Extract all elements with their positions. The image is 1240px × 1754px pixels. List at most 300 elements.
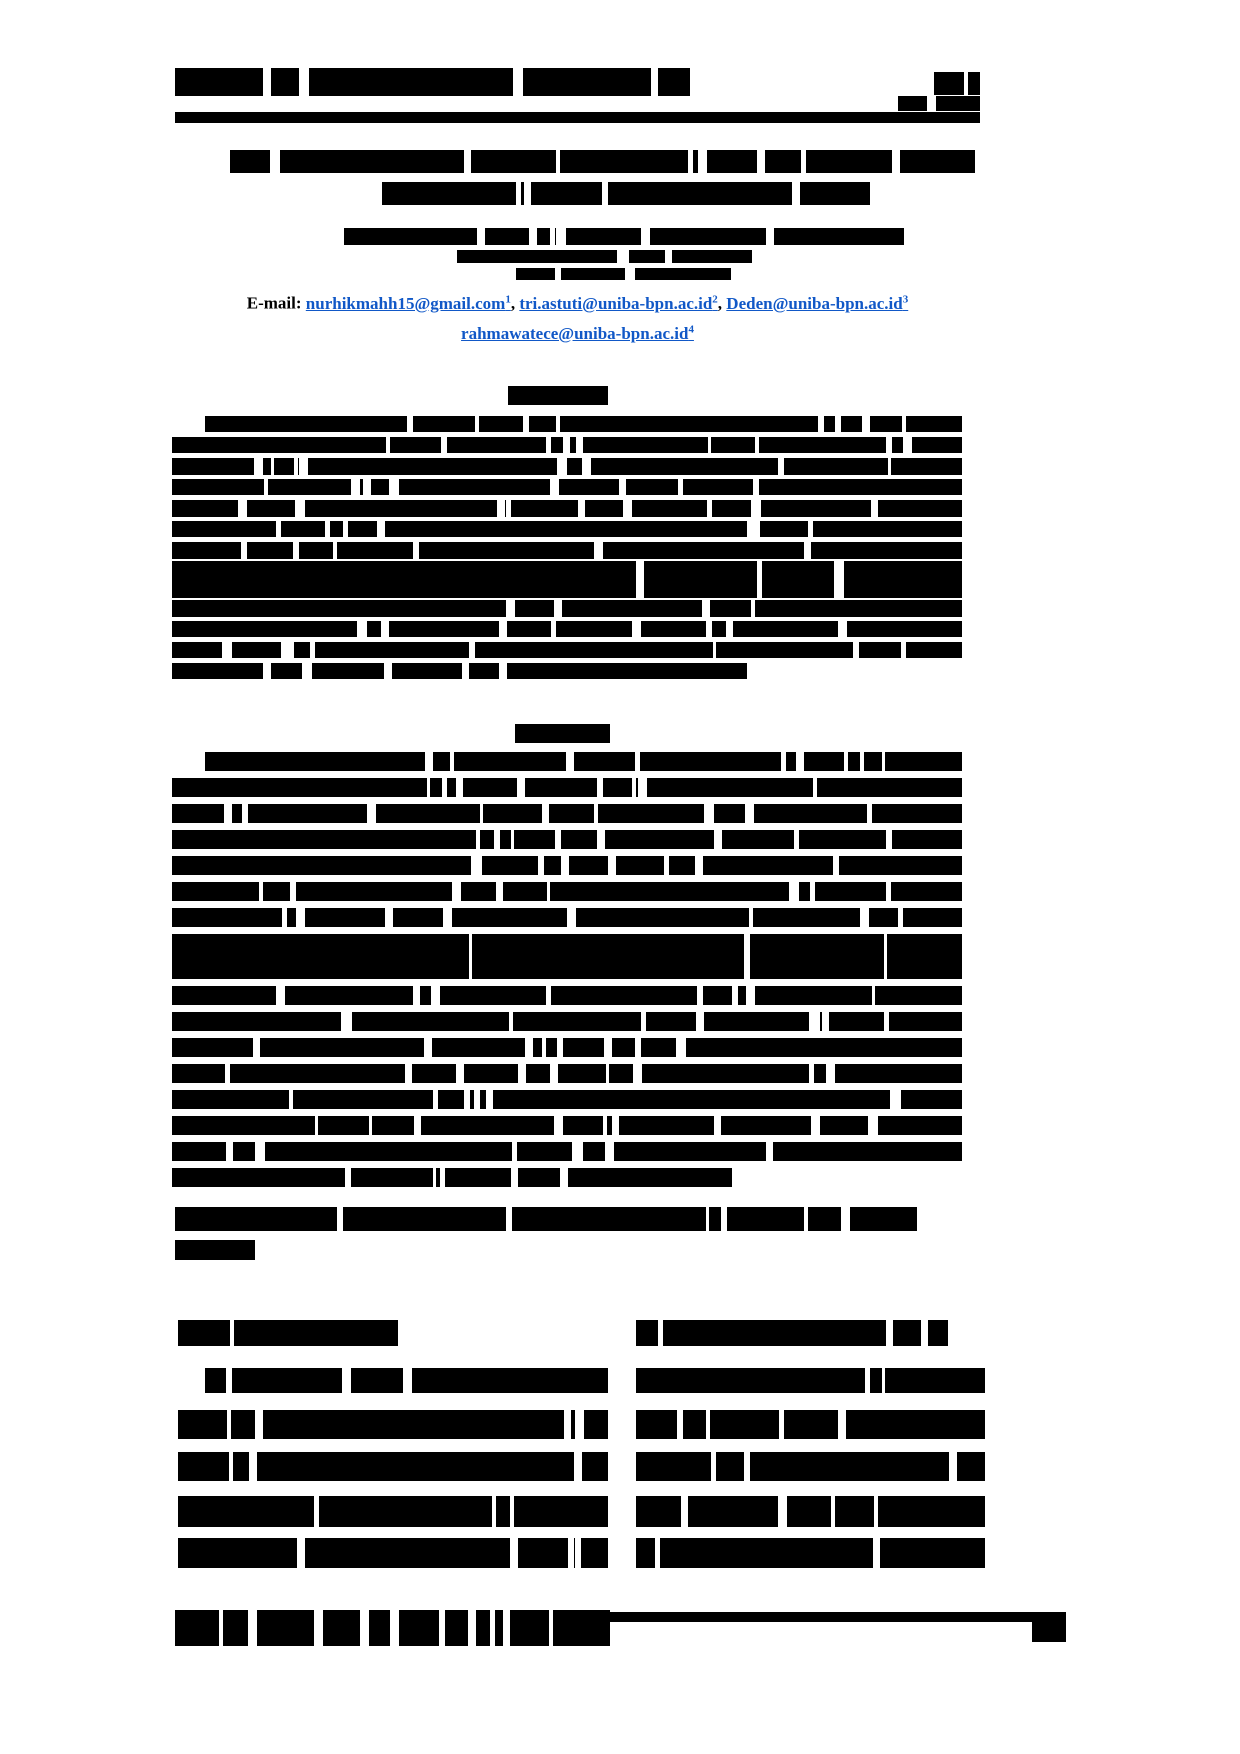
- abstract1-line: [172, 521, 962, 537]
- word-gap: [602, 182, 608, 205]
- word-gap: [363, 479, 370, 495]
- word-gap: [862, 416, 869, 432]
- abstract2-line: [172, 856, 962, 875]
- word-gap: [563, 437, 570, 453]
- word-gap: [921, 1320, 928, 1346]
- word-gap: [369, 1116, 372, 1135]
- word-gap: [751, 500, 761, 517]
- word-gap: [579, 1142, 583, 1161]
- abstract2-line: [172, 934, 962, 979]
- word-gap: [384, 663, 392, 679]
- abstract1-line: [205, 416, 962, 432]
- word-gap: [295, 500, 305, 517]
- word-gap: [241, 542, 248, 559]
- right-column-line: [636, 1368, 985, 1393]
- word-gap: [492, 1496, 496, 1527]
- abstract2-line: [172, 1038, 962, 1057]
- word-gap: [757, 561, 762, 598]
- abstract2-line: [172, 1168, 732, 1187]
- word-gap: [597, 830, 605, 849]
- left-column-line: [178, 1538, 608, 1568]
- word-gap: [860, 908, 868, 927]
- header-journal-info: [175, 68, 690, 96]
- word-gap: [603, 1116, 607, 1135]
- word-gap: [556, 150, 559, 173]
- word-gap: [757, 150, 765, 173]
- word-gap: [469, 642, 475, 658]
- word-gap: [255, 1410, 263, 1439]
- abstract2-line: [172, 882, 962, 901]
- left-column-line: [178, 1452, 608, 1481]
- word-gap: [512, 1142, 517, 1161]
- word-gap: [513, 68, 523, 96]
- email-address-1: nurhikmahh15@gmail.com: [305, 293, 506, 313]
- word-gap: [407, 416, 414, 432]
- authors-line: [344, 228, 904, 245]
- word-gap: [290, 882, 296, 901]
- right-column-line: [636, 1538, 985, 1568]
- word-gap: [641, 1012, 645, 1031]
- word-gap: [357, 621, 367, 637]
- word-gap: [524, 182, 531, 205]
- word-gap: [818, 416, 824, 432]
- word-gap: [551, 621, 557, 637]
- word-gap: [314, 1496, 319, 1527]
- word-gap: [296, 908, 306, 927]
- word-gap: [264, 479, 268, 495]
- word-gap: [456, 1064, 464, 1083]
- word-gap: [575, 1410, 584, 1439]
- abstract-heading: [515, 724, 610, 743]
- footer-info-bar: [175, 1610, 610, 1646]
- email-separator: ,: [717, 293, 723, 313]
- word-gap: [486, 1090, 493, 1109]
- abstract2-line: [172, 830, 962, 849]
- word-gap: [390, 1610, 400, 1646]
- email-separator: ,: [510, 293, 516, 313]
- left-column-line: [178, 1496, 608, 1527]
- word-gap: [711, 1452, 715, 1481]
- word-gap: [538, 856, 544, 875]
- word-gap: [286, 642, 293, 658]
- word-gap: [494, 830, 499, 849]
- email-address-4: rahmawatece@uniba-bpn.ac.id: [461, 323, 689, 343]
- keywords-line-2: [175, 1240, 255, 1260]
- word-gap: [901, 642, 907, 658]
- word-gap: [557, 1038, 563, 1057]
- abstract2-line: [205, 752, 962, 771]
- word-gap: [566, 752, 574, 771]
- word-gap: [238, 500, 248, 517]
- word-gap: [831, 1496, 835, 1527]
- word-gap: [310, 642, 315, 658]
- abstract1-line: [172, 479, 962, 495]
- email-link-2[interactable]: [519, 294, 717, 313]
- email-superscript-4: 4: [688, 323, 694, 335]
- word-gap: [502, 663, 507, 679]
- word-gap: [721, 1207, 727, 1231]
- word-gap: [608, 856, 615, 875]
- word-gap: [678, 479, 684, 495]
- header-issue-info-2: [898, 96, 980, 111]
- left-column-line: [178, 1410, 608, 1439]
- word-gap: [506, 1207, 513, 1231]
- word-gap: [664, 856, 669, 875]
- word-gap: [499, 621, 507, 637]
- word-gap: [890, 1090, 898, 1109]
- word-gap: [509, 1012, 513, 1031]
- word-gap: [554, 600, 562, 617]
- word-gap: [550, 228, 555, 245]
- word-gap: [542, 1038, 546, 1057]
- word-gap: [242, 804, 248, 823]
- right-column-line: [636, 1320, 948, 1346]
- word-gap: [633, 1064, 642, 1083]
- word-gap: [698, 150, 707, 173]
- abstract1-line: [172, 642, 962, 658]
- word-gap: [860, 752, 864, 771]
- email-link-3[interactable]: [726, 294, 908, 313]
- abstract1-line: [172, 458, 962, 475]
- word-gap: [230, 1320, 235, 1346]
- word-gap: [766, 1142, 773, 1161]
- word-gap: [744, 934, 751, 979]
- word-gap: [796, 752, 804, 771]
- word-gap: [345, 1168, 351, 1187]
- word-gap: [511, 830, 514, 849]
- word-gap: [811, 1116, 820, 1135]
- word-gap: [853, 642, 859, 658]
- word-gap: [745, 804, 754, 823]
- word-gap: [413, 986, 420, 1005]
- word-gap: [744, 1452, 750, 1481]
- word-gap: [431, 986, 440, 1005]
- word-gap: [873, 1538, 880, 1568]
- word-gap: [263, 68, 269, 96]
- word-gap: [490, 1610, 495, 1646]
- word-gap: [665, 250, 672, 263]
- word-gap: [964, 72, 967, 95]
- keywords-line-1: [175, 1207, 917, 1231]
- word-gap: [546, 437, 551, 453]
- word-gap: [676, 1038, 686, 1057]
- abstract1-line: [172, 663, 747, 679]
- word-gap: [606, 1064, 609, 1083]
- word-gap: [838, 621, 846, 637]
- word-gap: [555, 830, 561, 849]
- word-gap: [638, 778, 647, 797]
- word-gap: [510, 1538, 518, 1568]
- word-gap: [477, 228, 485, 245]
- word-gap: [868, 1116, 878, 1135]
- email-link-4[interactable]: [461, 324, 694, 343]
- word-gap: [696, 1012, 704, 1031]
- word-gap: [433, 1168, 436, 1187]
- word-gap: [405, 1064, 412, 1083]
- word-gap: [413, 542, 419, 559]
- email-address-3: Deden@uniba-bpn.ac.id: [726, 293, 903, 313]
- email-superscript-3: 3: [902, 293, 909, 305]
- word-gap: [442, 778, 447, 797]
- word-gap: [594, 542, 603, 559]
- word-gap: [813, 1012, 820, 1031]
- word-gap: [604, 1038, 612, 1057]
- abstract2-line: [172, 1064, 962, 1083]
- word-gap: [804, 542, 811, 559]
- abstract2-line: [172, 1012, 962, 1031]
- word-gap: [555, 268, 561, 280]
- title-line-2: [382, 182, 870, 205]
- abstract1-line: [172, 437, 962, 453]
- word-gap: [704, 804, 714, 823]
- word-gap: [808, 521, 813, 537]
- word-gap: [867, 804, 872, 823]
- word-gap: [605, 1142, 614, 1161]
- word-gap: [810, 882, 815, 901]
- word-gap: [226, 1142, 233, 1161]
- word-gap: [525, 1038, 532, 1057]
- word-gap: [441, 437, 447, 453]
- word-gap: [658, 1320, 663, 1346]
- word-gap: [619, 479, 626, 495]
- abstract2-line: [172, 1142, 962, 1161]
- word-gap: [564, 1410, 572, 1439]
- word-gap: [443, 908, 452, 927]
- word-gap: [477, 1090, 481, 1109]
- email-superscript-1: 1: [505, 293, 511, 305]
- word-gap: [822, 1012, 830, 1031]
- word-gap: [462, 663, 469, 679]
- word-gap: [389, 479, 399, 495]
- word-gap: [314, 1610, 323, 1646]
- word-gap: [476, 830, 480, 849]
- word-gap: [841, 1207, 850, 1231]
- word-gap: [255, 1142, 261, 1161]
- word-gap: [381, 621, 389, 637]
- word-gap: [547, 882, 550, 901]
- word-gap: [433, 1090, 438, 1109]
- word-gap: [506, 600, 515, 617]
- word-gap: [871, 500, 879, 517]
- word-gap: [681, 1496, 688, 1527]
- word-gap: [294, 458, 297, 475]
- word-gap: [427, 778, 430, 797]
- word-gap: [263, 663, 271, 679]
- right-column-line: [636, 1410, 985, 1439]
- word-gap: [452, 882, 461, 901]
- word-gap: [517, 778, 525, 797]
- abstract1-line: [172, 542, 962, 559]
- word-gap: [450, 752, 454, 771]
- word-gap: [299, 68, 306, 96]
- word-gap: [688, 150, 693, 173]
- word-gap: [886, 1320, 893, 1346]
- word-gap: [557, 458, 567, 475]
- word-gap: [597, 778, 604, 797]
- word-gap: [865, 1368, 870, 1393]
- word-gap: [838, 1410, 846, 1439]
- word-gap: [755, 437, 759, 453]
- word-gap: [882, 1368, 885, 1393]
- word-gap: [440, 1168, 445, 1187]
- abstract2-line: [172, 908, 962, 927]
- email-address-2: tri.astuti@uniba-bpn.ac.id: [519, 293, 713, 313]
- word-gap: [224, 804, 232, 823]
- word-gap: [576, 437, 583, 453]
- affiliation-line-2: [516, 268, 731, 280]
- email-superscript-2: 2: [712, 293, 718, 305]
- word-gap: [702, 600, 710, 617]
- word-gap: [641, 228, 650, 245]
- word-gap: [834, 561, 844, 598]
- abstract2-line: [172, 804, 962, 823]
- left-column-line: [205, 1368, 608, 1393]
- word-gap: [826, 1064, 835, 1083]
- word-gap: [749, 908, 753, 927]
- word-gap: [225, 1064, 230, 1083]
- right-column-line: [636, 1452, 985, 1481]
- word-gap: [464, 1090, 469, 1109]
- word-gap: [884, 1012, 890, 1031]
- word-gap: [562, 228, 566, 245]
- word-gap: [844, 752, 848, 771]
- word-gap: [574, 1452, 582, 1481]
- word-gap: [229, 1452, 233, 1481]
- word-gap: [546, 986, 551, 1005]
- word-gap: [227, 1410, 231, 1439]
- word-gap: [511, 1168, 518, 1187]
- word-gap: [888, 458, 892, 475]
- word-gap: [713, 642, 716, 658]
- word-gap: [523, 416, 529, 432]
- word-gap: [424, 1038, 431, 1057]
- footer-rule: [610, 1612, 1065, 1622]
- email-link-1[interactable]: [306, 294, 511, 313]
- word-gap: [414, 1116, 421, 1135]
- word-gap: [706, 621, 711, 637]
- word-gap: [425, 752, 432, 771]
- word-gap: [835, 416, 842, 432]
- abstract1-line: [172, 561, 962, 598]
- word-gap: [480, 804, 483, 823]
- abstract2-line: [172, 1090, 962, 1109]
- word-gap: [439, 1610, 445, 1646]
- word-gap: [655, 1538, 659, 1568]
- word-gap: [706, 1207, 709, 1231]
- abstract1-line: [172, 500, 962, 517]
- word-gap: [550, 479, 559, 495]
- word-gap: [625, 268, 635, 280]
- word-gap: [325, 521, 330, 537]
- word-gap: [707, 500, 711, 517]
- word-gap: [927, 96, 937, 111]
- word-gap: [697, 986, 703, 1005]
- word-gap: [635, 752, 639, 771]
- word-gap: [475, 416, 479, 432]
- word-gap: [766, 228, 774, 245]
- word-gap: [874, 1496, 879, 1527]
- word-gap: [732, 986, 738, 1005]
- word-gap: [270, 150, 279, 173]
- title-line-1: [230, 150, 975, 173]
- word-gap: [248, 1610, 257, 1646]
- word-gap: [510, 1496, 514, 1527]
- word-gap: [778, 1496, 787, 1527]
- word-gap: [253, 1038, 261, 1057]
- email-prefix-label: E-mail:: [246, 293, 302, 313]
- word-gap: [778, 458, 784, 475]
- word-gap: [746, 986, 755, 1005]
- word-gap: [651, 68, 658, 96]
- word-gap: [635, 1038, 641, 1057]
- abstract2-line: [172, 986, 962, 1005]
- word-gap: [302, 663, 312, 679]
- affiliation-line-1: [457, 250, 752, 263]
- word-gap: [753, 479, 759, 495]
- word-gap: [386, 437, 390, 453]
- word-gap: [529, 228, 537, 245]
- word-gap: [781, 752, 785, 771]
- email-line-2: [170, 319, 985, 344]
- word-gap: [276, 521, 281, 537]
- word-gap: [898, 908, 902, 927]
- word-gap: [343, 521, 348, 537]
- word-gap: [872, 986, 876, 1005]
- word-gap: [341, 1012, 350, 1031]
- word-gap: [789, 882, 799, 901]
- word-gap: [249, 1452, 257, 1481]
- word-gap: [677, 1410, 683, 1439]
- section-heading-left: [178, 1320, 398, 1346]
- word-gap: [469, 934, 472, 979]
- abstract2-line: [172, 1116, 962, 1135]
- word-gap: [503, 1610, 510, 1646]
- word-gap: [726, 621, 732, 637]
- word-gap: [299, 458, 308, 475]
- word-gap: [902, 416, 907, 432]
- word-gap: [293, 542, 298, 559]
- word-gap: [695, 856, 703, 875]
- word-gap: [632, 621, 641, 637]
- word-gap: [886, 882, 891, 901]
- word-gap: [276, 986, 285, 1005]
- word-gap: [506, 500, 511, 517]
- word-gap: [282, 908, 287, 927]
- word-gap: [254, 458, 263, 475]
- abstract1-line: [172, 621, 962, 637]
- abstract2-line: [172, 778, 962, 797]
- word-gap: [464, 150, 471, 173]
- word-gap: [636, 561, 644, 598]
- word-gap: [949, 1452, 957, 1481]
- word-gap: [623, 500, 632, 517]
- word-gap: [567, 908, 576, 927]
- word-gap: [560, 1168, 568, 1187]
- word-gap: [542, 804, 549, 823]
- word-gap: [582, 458, 591, 475]
- word-gap: [594, 804, 597, 823]
- word-gap: [219, 1610, 222, 1646]
- word-gap: [568, 1538, 574, 1568]
- word-gap: [706, 1410, 710, 1439]
- abstract1-line: [172, 600, 962, 617]
- word-gap: [556, 416, 561, 432]
- word-gap: [333, 542, 337, 559]
- word-gap: [886, 437, 892, 453]
- word-gap: [403, 1368, 412, 1393]
- word-gap: [549, 1610, 553, 1646]
- header-issue-info: [934, 72, 980, 95]
